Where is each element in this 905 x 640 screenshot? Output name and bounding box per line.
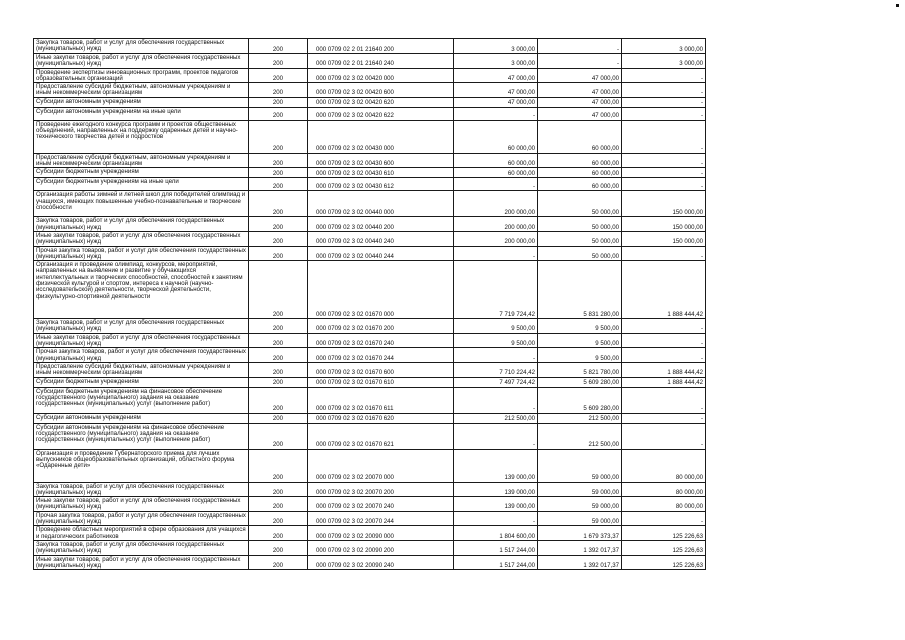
row-name-cell: Прочая закупка товаров, работ и услуг для обеспечения государственных (муниципальных) нужд [34, 246, 249, 261]
row-admin-code-cell: 200 [249, 191, 308, 217]
row-executed-amount-cell: 59 000,00 [538, 482, 622, 497]
row-admin-code-cell: 200 [249, 319, 308, 334]
row-unexecuted-amount-cell: - [622, 83, 706, 98]
row-unexecuted-amount-cell: 3 000,00 [622, 39, 706, 54]
row-admin-code-cell: 200 [249, 168, 308, 178]
row-name-cell: Проведение экспертизы инновационных программ, проектов педагогов образовательных организаций [34, 68, 249, 83]
row-name-cell: Предоставление субсидий бюджетным, автономным учреждениям и иным некоммерческим организациям [34, 83, 249, 98]
row-unexecuted-amount-cell: - [622, 120, 706, 153]
row-budget-code-cell: 000 0709 02 3 02 00420 000 [308, 68, 454, 83]
row-unexecuted-amount-cell: 150 000,00 [622, 217, 706, 232]
row-admin-code-cell: 200 [249, 83, 308, 98]
row-admin-code-cell: 200 [249, 178, 308, 191]
row-approved-amount-cell: - [454, 387, 538, 413]
row-approved-amount-cell: 1 517 244,00 [454, 555, 538, 570]
row-admin-code-cell: 200 [249, 377, 308, 387]
row-approved-amount-cell: 139 000,00 [454, 449, 538, 482]
row-budget-code-cell: 000 0709 02 3 02 20090 000 [308, 526, 454, 541]
row-unexecuted-amount-cell: 80 000,00 [622, 449, 706, 482]
row-approved-amount-cell: 47 000,00 [454, 83, 538, 98]
row-executed-amount-cell: 59 000,00 [538, 497, 622, 512]
row-budget-code-cell: 000 0709 02 3 02 00440 244 [308, 246, 454, 261]
row-admin-code-cell: 200 [249, 107, 308, 120]
table-row [34, 120, 706, 153]
row-budget-code-cell: 000 0709 02 3 02 01670 620 [308, 413, 454, 423]
row-admin-code-cell: 200 [249, 68, 308, 83]
row-admin-code-cell: 200 [249, 231, 308, 246]
row-admin-code-cell: 200 [249, 246, 308, 261]
row-executed-amount-cell: 60 000,00 [538, 168, 622, 178]
table-row [34, 362, 706, 377]
row-unexecuted-amount-cell: - [622, 333, 706, 348]
row-approved-amount-cell: 212 500,00 [454, 413, 538, 423]
row-budget-code-cell: 000 0709 02 3 02 00420 600 [308, 83, 454, 98]
row-name-cell: Прочая закупка товаров, работ и услуг для обеспечения государственных (муниципальных) нужд [34, 511, 249, 526]
row-approved-amount-cell: 7 719 724,42 [454, 261, 538, 319]
table-row [34, 168, 706, 178]
row-budget-code-cell: 000 0709 02 3 02 01670 610 [308, 377, 454, 387]
row-approved-amount-cell: 9 500,00 [454, 319, 538, 334]
table-row [34, 178, 706, 191]
row-budget-code-cell: 000 0709 02 3 02 01670 244 [308, 348, 454, 363]
row-name-cell: Предоставление субсидий бюджетным, автономным учреждениям и иным некоммерческим организациям [34, 153, 249, 168]
table-row [34, 97, 706, 107]
row-admin-code-cell: 200 [249, 362, 308, 377]
row-name-cell: Иные закупки товаров, работ и услуг для обеспечения государственных (муниципальных) нужд [34, 555, 249, 570]
row-approved-amount-cell: - [454, 178, 538, 191]
row-admin-code-cell: 200 [249, 540, 308, 555]
row-approved-amount-cell: 60 000,00 [454, 168, 538, 178]
row-unexecuted-amount-cell: 125 226,63 [622, 526, 706, 541]
row-unexecuted-amount-cell: - [622, 387, 706, 413]
row-approved-amount-cell: 9 500,00 [454, 333, 538, 348]
row-name-cell: Субсидии бюджетным учреждениям на финансовое обеспечение государственного (муниципального) задания на оказание государственных (муниципальных) услуг (выполнение работ) [34, 387, 249, 413]
table-row [34, 333, 706, 348]
row-name-cell: Закупка товаров, работ и услуг для обеспечения государственных (муниципальных) нужд [34, 319, 249, 334]
row-budget-code-cell: 000 0709 02 3 02 01670 240 [308, 333, 454, 348]
row-unexecuted-amount-cell: 150 000,00 [622, 231, 706, 246]
row-approved-amount-cell: - [454, 246, 538, 261]
row-approved-amount-cell: 200 000,00 [454, 217, 538, 232]
row-approved-amount-cell: 3 000,00 [454, 54, 538, 69]
row-unexecuted-amount-cell: - [622, 153, 706, 168]
row-budget-code-cell: 000 0709 02 3 02 00420 622 [308, 107, 454, 120]
row-name-cell: Организация и проведение Губернаторского приема для лучших выпускников общеобразовательных организаций, областного форума «Одаренные дети» [34, 449, 249, 482]
table-row [34, 511, 706, 526]
table-row [34, 68, 706, 83]
row-name-cell: Субсидии бюджетным учреждениям [34, 168, 249, 178]
table-row [34, 497, 706, 512]
row-name-cell: Иные закупки товаров, работ и услуг для обеспечения государственных (муниципальных) нужд [34, 231, 249, 246]
row-admin-code-cell: 200 [249, 423, 308, 449]
row-name-cell: Прочая закупка товаров, работ и услуг для обеспечения государственных (муниципальных) нужд [34, 348, 249, 363]
table-row [34, 482, 706, 497]
row-approved-amount-cell: 47 000,00 [454, 97, 538, 107]
row-unexecuted-amount-cell: - [622, 319, 706, 334]
row-name-cell: Организация и проведение олимпиад, конкурсов, мероприятий, направленных на выявление и развитие у обучающихся интеллектуальных и творческих способностей, способностей к занятиям физической культурой и спортом, интереса к научной (научно-исследовательской) деятельности, творческой деятельности, физкультурно-спортивной деятельности [34, 261, 249, 319]
row-executed-amount-cell: 59 000,00 [538, 449, 622, 482]
row-executed-amount-cell: 50 000,00 [538, 217, 622, 232]
row-unexecuted-amount-cell: - [622, 178, 706, 191]
row-admin-code-cell: 200 [249, 449, 308, 482]
table-row [34, 387, 706, 413]
row-unexecuted-amount-cell: 3 000,00 [622, 54, 706, 69]
row-admin-code-cell: 200 [249, 482, 308, 497]
row-executed-amount-cell: 1 679 373,37 [538, 526, 622, 541]
table-row [34, 377, 706, 387]
row-admin-code-cell: 200 [249, 97, 308, 107]
row-executed-amount-cell: 60 000,00 [538, 153, 622, 168]
row-executed-amount-cell: 47 000,00 [538, 83, 622, 98]
row-admin-code-cell: 200 [249, 555, 308, 570]
row-executed-amount-cell: - [538, 54, 622, 69]
row-admin-code-cell: 200 [249, 261, 308, 319]
row-executed-amount-cell: 60 000,00 [538, 120, 622, 153]
row-unexecuted-amount-cell: 1 888 444,42 [622, 362, 706, 377]
row-approved-amount-cell: 139 000,00 [454, 497, 538, 512]
row-unexecuted-amount-cell: - [622, 511, 706, 526]
table-row [34, 413, 706, 423]
row-unexecuted-amount-cell: - [622, 413, 706, 423]
row-executed-amount-cell: 212 500,00 [538, 423, 622, 449]
row-name-cell: Иные закупки товаров, работ и услуг для обеспечения государственных (муниципальных) нужд [34, 497, 249, 512]
row-budget-code-cell: 000 0709 02 2 01 21640 240 [308, 54, 454, 69]
row-name-cell: Проведение областных мероприятий в сфере образования для учащихся и педагогических работников [34, 526, 249, 541]
row-admin-code-cell: 200 [249, 511, 308, 526]
row-budget-code-cell: 000 0709 02 3 02 00430 612 [308, 178, 454, 191]
row-executed-amount-cell: 5 609 280,00 [538, 387, 622, 413]
row-name-cell: Иные закупки товаров, работ и услуг для обеспечения государственных (муниципальных) нужд [34, 333, 249, 348]
row-unexecuted-amount-cell: 1 888 444,42 [622, 261, 706, 319]
row-budget-code-cell: 000 0709 02 3 02 01670 621 [308, 423, 454, 449]
table-row [34, 540, 706, 555]
table-row [34, 526, 706, 541]
budget-execution-table [33, 38, 706, 570]
row-budget-code-cell: 000 0709 02 2 01 21640 200 [308, 39, 454, 54]
row-admin-code-cell: 200 [249, 153, 308, 168]
row-unexecuted-amount-cell: - [622, 68, 706, 83]
row-unexecuted-amount-cell: - [622, 97, 706, 107]
row-unexecuted-amount-cell: - [622, 423, 706, 449]
row-executed-amount-cell: 47 000,00 [538, 97, 622, 107]
row-name-cell: Субсидии автономным учреждениям на финансовое обеспечение государственного (муниципального) задания на оказание государственных (муниципальных) услуг (выполнение работ) [34, 423, 249, 449]
row-unexecuted-amount-cell: 80 000,00 [622, 482, 706, 497]
row-admin-code-cell: 200 [249, 348, 308, 363]
row-executed-amount-cell: 9 500,00 [538, 319, 622, 334]
row-name-cell: Субсидии автономным учреждениям [34, 97, 249, 107]
row-unexecuted-amount-cell: 80 000,00 [622, 497, 706, 512]
table-row [34, 246, 706, 261]
row-executed-amount-cell: 60 000,00 [538, 178, 622, 191]
row-unexecuted-amount-cell: 150 000,00 [622, 191, 706, 217]
table-row [34, 107, 706, 120]
row-approved-amount-cell: 3 000,00 [454, 39, 538, 54]
row-budget-code-cell: 000 0709 02 3 02 20070 244 [308, 511, 454, 526]
row-approved-amount-cell: 200 000,00 [454, 231, 538, 246]
row-executed-amount-cell: 59 000,00 [538, 511, 622, 526]
row-admin-code-cell: 200 [249, 333, 308, 348]
row-approved-amount-cell: 7 497 724,42 [454, 377, 538, 387]
row-name-cell: Проведение ежегодного конкурса программ и проектов общественных объединений, направленных на поддержку одаренных детей и научно-технического творчества детей и подростков [34, 120, 249, 153]
row-budget-code-cell: 000 0709 02 3 02 01670 611 [308, 387, 454, 413]
row-approved-amount-cell: 1 517 244,00 [454, 540, 538, 555]
row-executed-amount-cell: 5 831 280,00 [538, 261, 622, 319]
row-approved-amount-cell: 200 000,00 [454, 191, 538, 217]
table-row [34, 191, 706, 217]
table-row [34, 319, 706, 334]
row-unexecuted-amount-cell: - [622, 107, 706, 120]
row-admin-code-cell: 200 [249, 526, 308, 541]
row-budget-code-cell: 000 0709 02 3 02 20070 000 [308, 449, 454, 482]
row-executed-amount-cell: 5 609 280,00 [538, 377, 622, 387]
table-row [34, 54, 706, 69]
row-budget-code-cell: 000 0709 02 3 02 20070 200 [308, 482, 454, 497]
row-approved-amount-cell: 60 000,00 [454, 153, 538, 168]
row-name-cell: Организация работы зимней и летней школ для победителей олимпиад и учащихся, имеющих повышенные учебно-познавательные и творческие способности [34, 191, 249, 217]
row-approved-amount-cell: - [454, 511, 538, 526]
row-budget-code-cell: 000 0709 02 3 02 00440 200 [308, 217, 454, 232]
row-budget-code-cell: 000 0709 02 3 02 00440 000 [308, 191, 454, 217]
row-admin-code-cell: 200 [249, 497, 308, 512]
row-unexecuted-amount-cell: 1 888 444,42 [622, 377, 706, 387]
row-executed-amount-cell: 9 500,00 [538, 333, 622, 348]
row-executed-amount-cell: 47 000,00 [538, 68, 622, 83]
row-approved-amount-cell: 60 000,00 [454, 120, 538, 153]
row-approved-amount-cell: - [454, 423, 538, 449]
row-name-cell: Закупка товаров, работ и услуг для обеспечения государственных (муниципальных) нужд [34, 540, 249, 555]
table-row [34, 217, 706, 232]
row-executed-amount-cell: 5 821 780,00 [538, 362, 622, 377]
row-name-cell: Субсидии автономным учреждениям [34, 413, 249, 423]
row-admin-code-cell: 200 [249, 387, 308, 413]
table-row [34, 83, 706, 98]
row-executed-amount-cell: - [538, 39, 622, 54]
row-approved-amount-cell: 47 000,00 [454, 68, 538, 83]
row-executed-amount-cell: 50 000,00 [538, 246, 622, 261]
row-unexecuted-amount-cell: - [622, 348, 706, 363]
row-approved-amount-cell: 1 804 600,00 [454, 526, 538, 541]
table-row [34, 261, 706, 319]
page-corner-mark [896, 4, 899, 7]
row-name-cell: Закупка товаров, работ и услуг для обеспечения государственных (муниципальных) нужд [34, 482, 249, 497]
row-unexecuted-amount-cell: - [622, 168, 706, 178]
row-unexecuted-amount-cell: 125 226,63 [622, 555, 706, 570]
row-executed-amount-cell: 1 392 017,37 [538, 555, 622, 570]
row-executed-amount-cell: 9 500,00 [538, 348, 622, 363]
row-admin-code-cell: 200 [249, 413, 308, 423]
row-approved-amount-cell: - [454, 348, 538, 363]
row-admin-code-cell: 200 [249, 217, 308, 232]
row-budget-code-cell: 000 0709 02 3 02 00440 240 [308, 231, 454, 246]
row-name-cell: Иные закупки товаров, работ и услуг для обеспечения государственных (муниципальных) нужд [34, 54, 249, 69]
row-budget-code-cell: 000 0709 02 3 02 20070 240 [308, 497, 454, 512]
table-row [34, 555, 706, 570]
table-row [34, 423, 706, 449]
table-row [34, 39, 706, 54]
row-executed-amount-cell: 50 000,00 [538, 231, 622, 246]
row-name-cell: Субсидии автономным учреждениям на иные цели [34, 107, 249, 120]
table-row [34, 348, 706, 363]
row-executed-amount-cell: 50 000,00 [538, 191, 622, 217]
table-row [34, 449, 706, 482]
row-approved-amount-cell: 139 000,00 [454, 482, 538, 497]
row-name-cell: Закупка товаров, работ и услуг для обеспечения государственных (муниципальных) нужд [34, 217, 249, 232]
row-admin-code-cell: 200 [249, 120, 308, 153]
table-row [34, 231, 706, 246]
row-approved-amount-cell: - [454, 107, 538, 120]
row-budget-code-cell: 000 0709 02 3 02 01670 200 [308, 319, 454, 334]
row-name-cell: Субсидии бюджетным учреждениям на иные цели [34, 178, 249, 191]
row-name-cell: Субсидии бюджетным учреждениям [34, 377, 249, 387]
row-budget-code-cell: 000 0709 02 3 02 01670 600 [308, 362, 454, 377]
row-budget-code-cell: 000 0709 02 3 02 01670 000 [308, 261, 454, 319]
row-budget-code-cell: 000 0709 02 3 02 00430 610 [308, 168, 454, 178]
row-unexecuted-amount-cell: 125 226,63 [622, 540, 706, 555]
row-admin-code-cell: 200 [249, 39, 308, 54]
table-row [34, 153, 706, 168]
row-admin-code-cell: 200 [249, 54, 308, 69]
row-unexecuted-amount-cell: - [622, 246, 706, 261]
row-executed-amount-cell: 212 500,00 [538, 413, 622, 423]
row-approved-amount-cell: 7 710 224,42 [454, 362, 538, 377]
row-budget-code-cell: 000 0709 02 3 02 00420 620 [308, 97, 454, 107]
row-budget-code-cell: 000 0709 02 3 02 00430 000 [308, 120, 454, 153]
row-name-cell: Закупка товаров, работ и услуг для обеспечения государственных (муниципальных) нужд [34, 39, 249, 54]
row-executed-amount-cell: 1 392 017,37 [538, 540, 622, 555]
row-name-cell: Предоставление субсидий бюджетным, автономным учреждениям и иным некоммерческим организациям [34, 362, 249, 377]
row-budget-code-cell: 000 0709 02 3 02 00430 600 [308, 153, 454, 168]
row-budget-code-cell: 000 0709 02 3 02 20090 240 [308, 555, 454, 570]
row-executed-amount-cell: 47 000,00 [538, 107, 622, 120]
row-budget-code-cell: 000 0709 02 3 02 20090 200 [308, 540, 454, 555]
